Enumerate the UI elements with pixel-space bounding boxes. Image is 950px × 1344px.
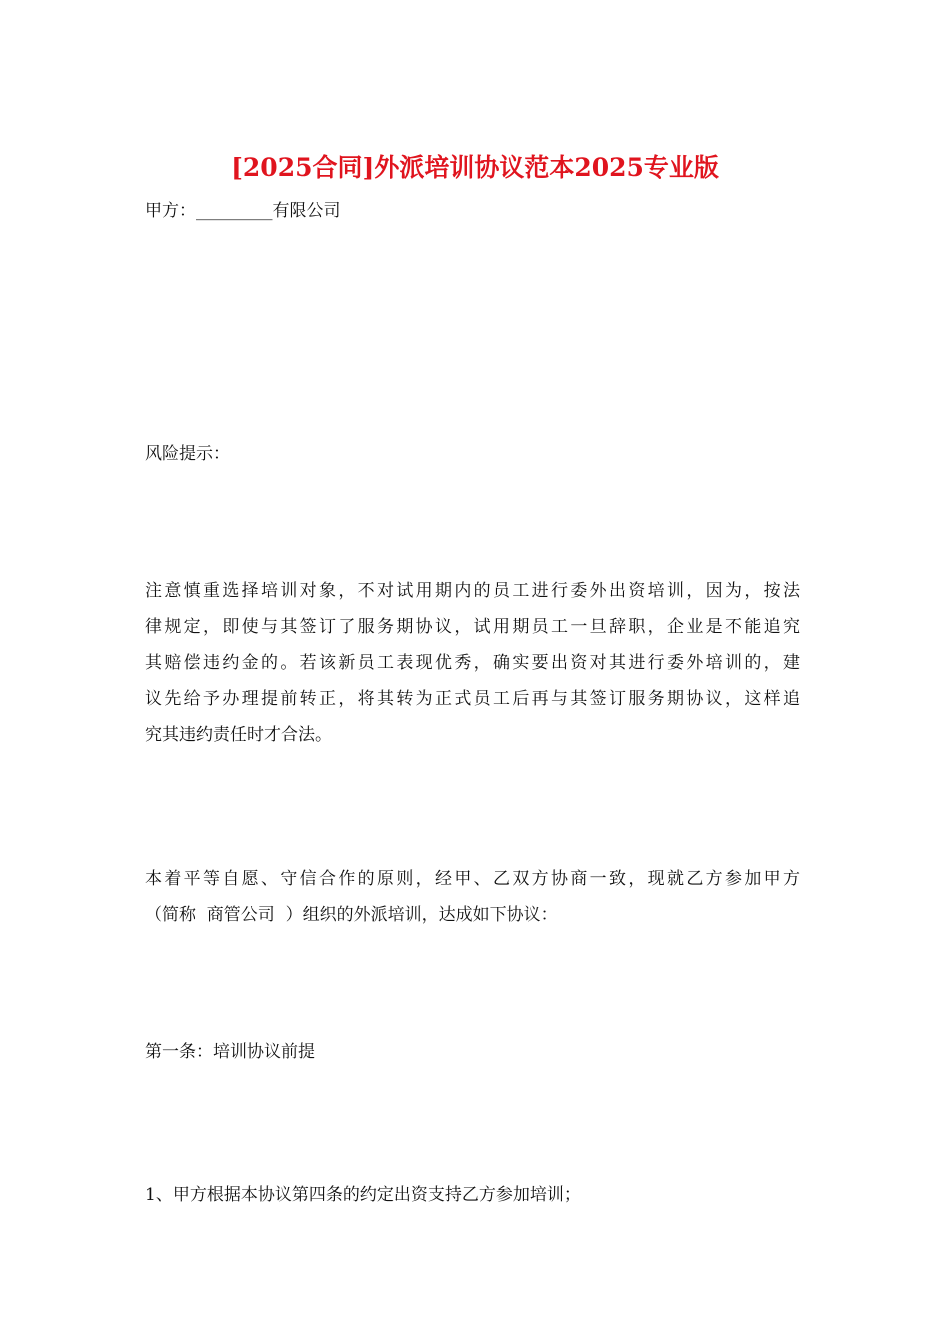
preamble-paragraph — [145, 861, 800, 933]
party-a-text: 甲方：_________有限公司 — [145, 201, 341, 221]
risk-label-text: 风险提示： — [145, 444, 230, 464]
risk-note-line: 其赔偿违约金的。若该新员工表现优秀，确实要出资对其进行委外培训的，建 — [145, 653, 800, 673]
document-title: [2025合同]外派培训协议范本2025专业版 — [231, 153, 719, 182]
risk-note-paragraph — [145, 573, 800, 753]
party-a-line — [145, 193, 800, 229]
risk-note-line: 律规定，即使与其签订了服务期协议，试用期员工一旦辞职，企业是不能追究 — [145, 617, 800, 637]
preamble-line: 本着平等自愿、守信合作的原则，经甲、乙双方协商一致，现就乙方参加甲方 — [145, 869, 800, 889]
risk-label — [145, 436, 800, 472]
risk-note-line: 注意慎重选择培训对象，不对试用期内的员工进行委外出资培训，因为，按法 — [145, 581, 800, 601]
article-1-heading — [145, 1034, 800, 1070]
clause-1 — [145, 1177, 800, 1213]
clause-1-text: 1、甲方根据本协议第四条的约定出资支持乙方参加培训； — [145, 1185, 581, 1205]
risk-note-line: 议先给予办理提前转正，将其转为正式员工后再与其签订服务期协议，这样追 — [145, 689, 800, 709]
preamble-line: （简称 商管公司 ）组织的外派培训，达成如下协议： — [145, 905, 558, 925]
risk-note-line: 究其违约责任时才合法。 — [145, 725, 332, 745]
article-1-heading-text: 第一条：培训协议前提 — [145, 1042, 315, 1062]
